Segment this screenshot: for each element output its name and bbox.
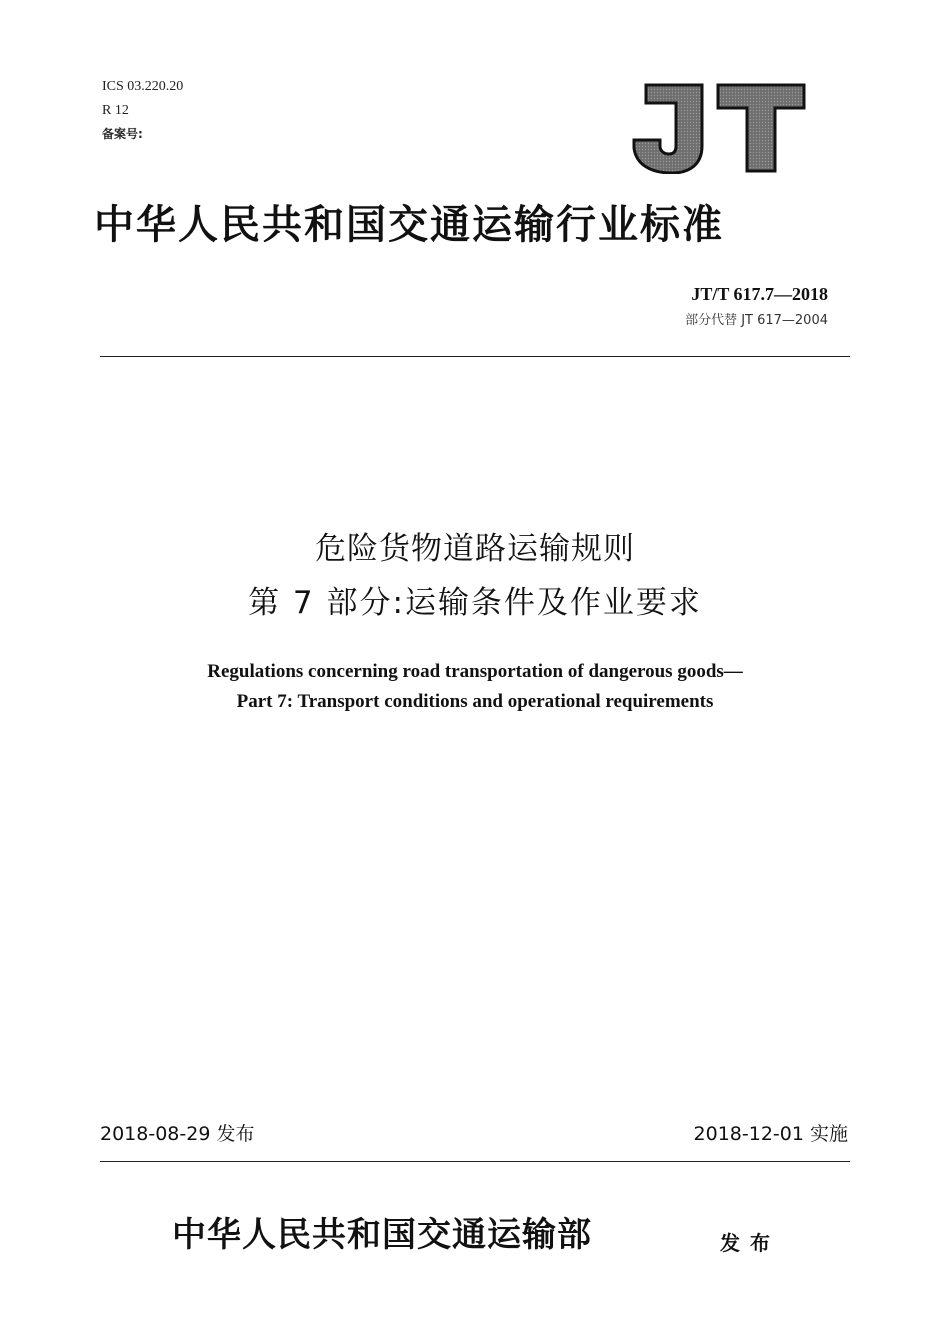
implementation-date: 2018-12-01 实施 bbox=[693, 1123, 848, 1145]
bottom-divider bbox=[100, 1161, 850, 1162]
ics-code: ICS 03.220.20 bbox=[102, 79, 184, 94]
record-number-label: 备案号: bbox=[102, 127, 143, 141]
issue-date: 2018-08-29 发布 bbox=[100, 1123, 255, 1145]
standard-code: JT/T 617.7—2018 bbox=[691, 284, 828, 304]
chinese-title-line-1: 危险货物道路运输规则 bbox=[315, 531, 635, 567]
top-divider bbox=[100, 356, 850, 357]
industry-standard-title: 中华人民共和国交通运输行业标准 bbox=[94, 202, 724, 248]
chinese-title-line-2: 第 7 部分:运输条件及作业要求 bbox=[248, 585, 702, 621]
publisher-name: 中华人民共和国交通运输部 bbox=[172, 1215, 592, 1255]
publish-label: 发布 bbox=[720, 1231, 780, 1255]
english-title-line-1: Regulations concerning road transportation of dangerous goods— bbox=[207, 661, 743, 682]
english-title-line-2: Part 7: Transport conditions and operational requirements bbox=[236, 691, 714, 712]
jt-logo bbox=[620, 82, 806, 174]
classification-code: R 12 bbox=[102, 103, 129, 118]
replaces-note: 部分代替 JT 617—2004 bbox=[685, 313, 828, 328]
